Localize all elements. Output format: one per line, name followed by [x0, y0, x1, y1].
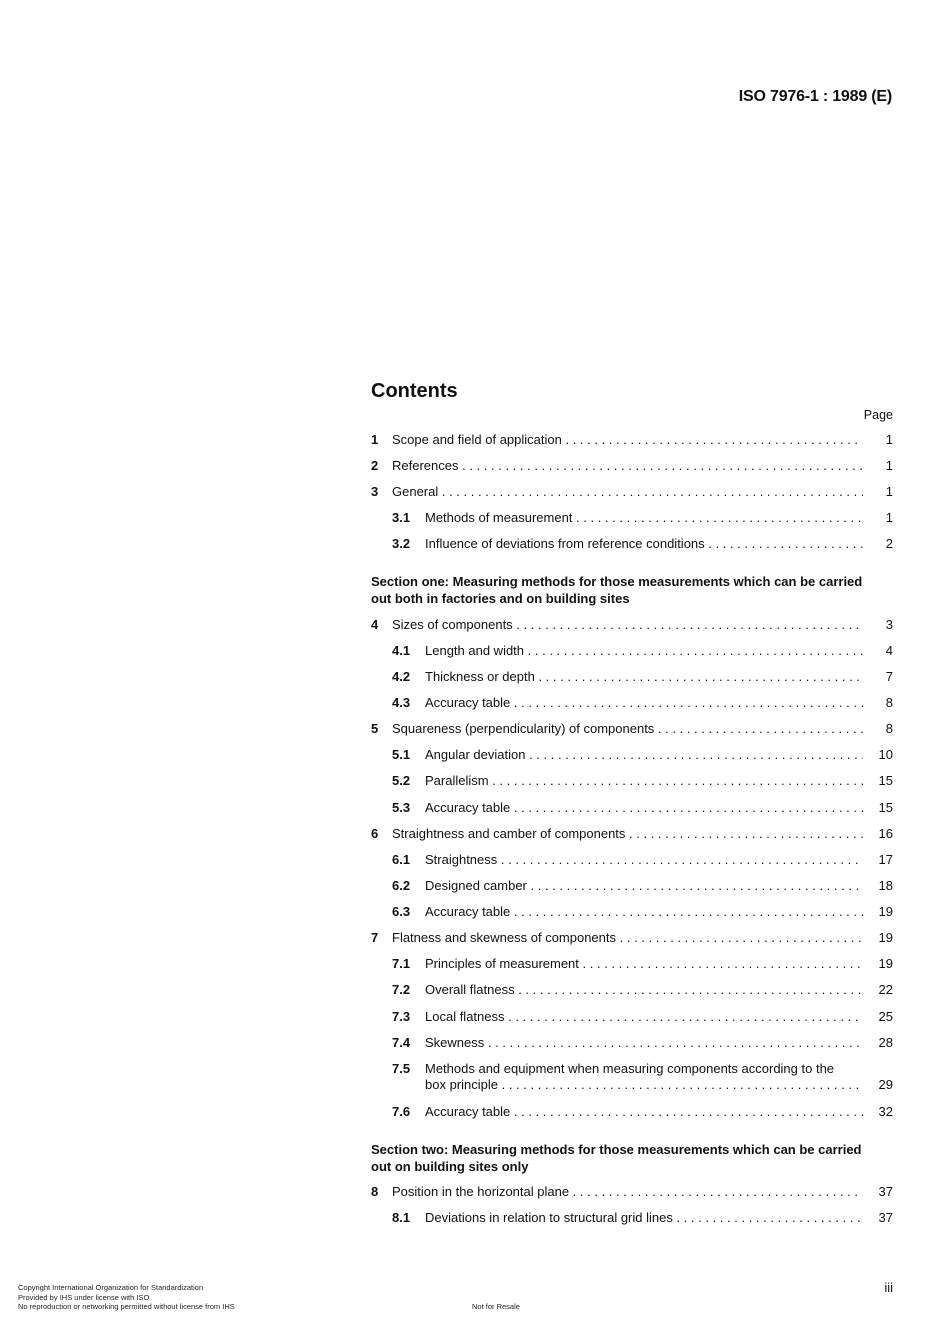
toc-title: Accuracy table . . .	[425, 904, 863, 920]
toc-number: 3.1	[392, 510, 411, 525]
toc-number: 5.1	[392, 747, 411, 762]
toc-title: Deviations in relation to structural grid lines . . .	[425, 1210, 863, 1226]
toc-number: 7	[371, 930, 379, 945]
not-for-resale: Not for Resale	[472, 1302, 520, 1311]
toc-page: 4	[885, 643, 893, 658]
toc-page: 1	[885, 458, 893, 473]
toc-page: 8	[885, 721, 893, 736]
toc-number: 6.2	[392, 878, 411, 893]
toc-number: 7.5	[392, 1061, 411, 1076]
toc-title: Overall flatness . . .	[425, 982, 863, 998]
toc-page: 37	[878, 1184, 893, 1199]
section-two-heading: Section two: Measuring methods for those measurements which can be carried out on building sites only	[371, 1142, 862, 1174]
toc-number: 5	[371, 721, 379, 736]
toc-page: 28	[878, 1035, 893, 1050]
toc-page: 22	[878, 982, 893, 997]
toc-title: Length and width . . .	[425, 643, 863, 659]
toc-number: 3	[371, 484, 379, 499]
toc-page: 10	[878, 747, 893, 762]
toc-page: 1	[885, 484, 893, 499]
toc-page: 15	[878, 800, 893, 815]
toc-page: 2	[885, 536, 893, 551]
toc-page: 17	[878, 852, 893, 867]
toc-number: 7.4	[392, 1035, 411, 1050]
toc-title: Sizes of components . . .	[392, 617, 863, 633]
toc-page: 3	[885, 617, 893, 632]
toc-number: 1	[371, 432, 379, 447]
section-one-heading: Section one: Measuring methods for those measurements which can be carried out both in factories and on building sites	[371, 574, 863, 606]
toc-page: 8	[885, 695, 893, 710]
toc-page: 1	[885, 510, 893, 525]
document-id: ISO 7976-1 : 1989 (E)	[738, 88, 892, 105]
toc-number: 4.1	[392, 643, 411, 658]
toc-title: Skewness . . .	[425, 1035, 863, 1051]
toc-page: 16	[878, 826, 893, 841]
toc-title: Influence of deviations from reference conditions . . .	[425, 536, 863, 552]
toc-number: 5.3	[392, 800, 411, 815]
toc-title-line2: box principle . . .	[425, 1077, 863, 1093]
toc-page: 18	[878, 878, 893, 893]
toc-page: 1	[885, 432, 893, 447]
toc-number: 6.3	[392, 904, 411, 919]
toc-title: Parallelism . . .	[425, 773, 863, 789]
toc-number: 6.1	[392, 852, 411, 867]
toc-number: 4.2	[392, 669, 411, 684]
toc-page: 25	[878, 1009, 893, 1024]
toc-page: 29	[878, 1077, 893, 1092]
toc-title: Position in the horizontal plane . . .	[392, 1184, 863, 1200]
toc-number: 7.1	[392, 956, 411, 971]
toc-number: 4.3	[392, 695, 411, 710]
toc-number: 8	[371, 1184, 379, 1199]
toc-title: Flatness and skewness of components . . .	[392, 930, 863, 946]
toc-page: 15	[878, 773, 893, 788]
toc-title: Principles of measurement . . .	[425, 956, 863, 972]
toc-title: Straightness . . .	[425, 852, 863, 868]
copyright-footer	[18, 1283, 235, 1312]
toc-title: General . . .	[392, 484, 863, 500]
toc-number: 2	[371, 458, 379, 473]
contents-title: Contents	[371, 380, 458, 402]
toc-number: 8.1	[392, 1210, 411, 1225]
toc-title-line1: Methods and equipment when measuring components according to the	[425, 1061, 835, 1076]
page-number: iii	[884, 1280, 893, 1295]
toc-title: Local flatness . . .	[425, 1009, 863, 1025]
toc-title: Designed camber . . .	[425, 878, 863, 894]
toc-page: 37	[878, 1210, 893, 1225]
toc-title: Straightness and camber of components . . .	[392, 826, 863, 842]
toc-number: 4	[371, 617, 379, 632]
page-column-label: Page	[863, 408, 893, 422]
toc-title: Scope and field of application . . .	[392, 432, 863, 448]
toc-number: 5.2	[392, 773, 411, 788]
toc-number: 3.2	[392, 536, 411, 551]
toc-title: Accuracy table . . .	[425, 695, 863, 711]
toc-page: 32	[878, 1104, 893, 1119]
reproduction-line: No reproduction or networking permitted without license from IHS	[18, 1302, 235, 1311]
toc-page: 19	[878, 930, 893, 945]
toc-title: Squareness (perpendicularity) of components . . .	[392, 721, 863, 737]
copyright-line: Copyright International Organization for Standardization	[18, 1283, 204, 1292]
toc-page: 7	[885, 669, 893, 684]
toc-number: 7.2	[392, 982, 411, 997]
toc-title: Thickness or depth . . .	[425, 669, 863, 685]
toc-page: 19	[878, 956, 893, 971]
toc-number: 6	[371, 826, 379, 841]
toc-title: Accuracy table . . .	[425, 1104, 863, 1120]
toc-title: Angular deviation . . .	[425, 747, 863, 763]
toc-number: 7.3	[392, 1009, 411, 1024]
license-line: Provided by IHS under license with ISO	[18, 1292, 150, 1302]
toc-title: References . . .	[392, 458, 863, 474]
toc-page: 19	[878, 904, 893, 919]
toc-title: Methods of measurement . . .	[425, 510, 863, 526]
toc-title: Accuracy table . . .	[425, 800, 863, 816]
toc-number: 7.6	[392, 1104, 411, 1119]
